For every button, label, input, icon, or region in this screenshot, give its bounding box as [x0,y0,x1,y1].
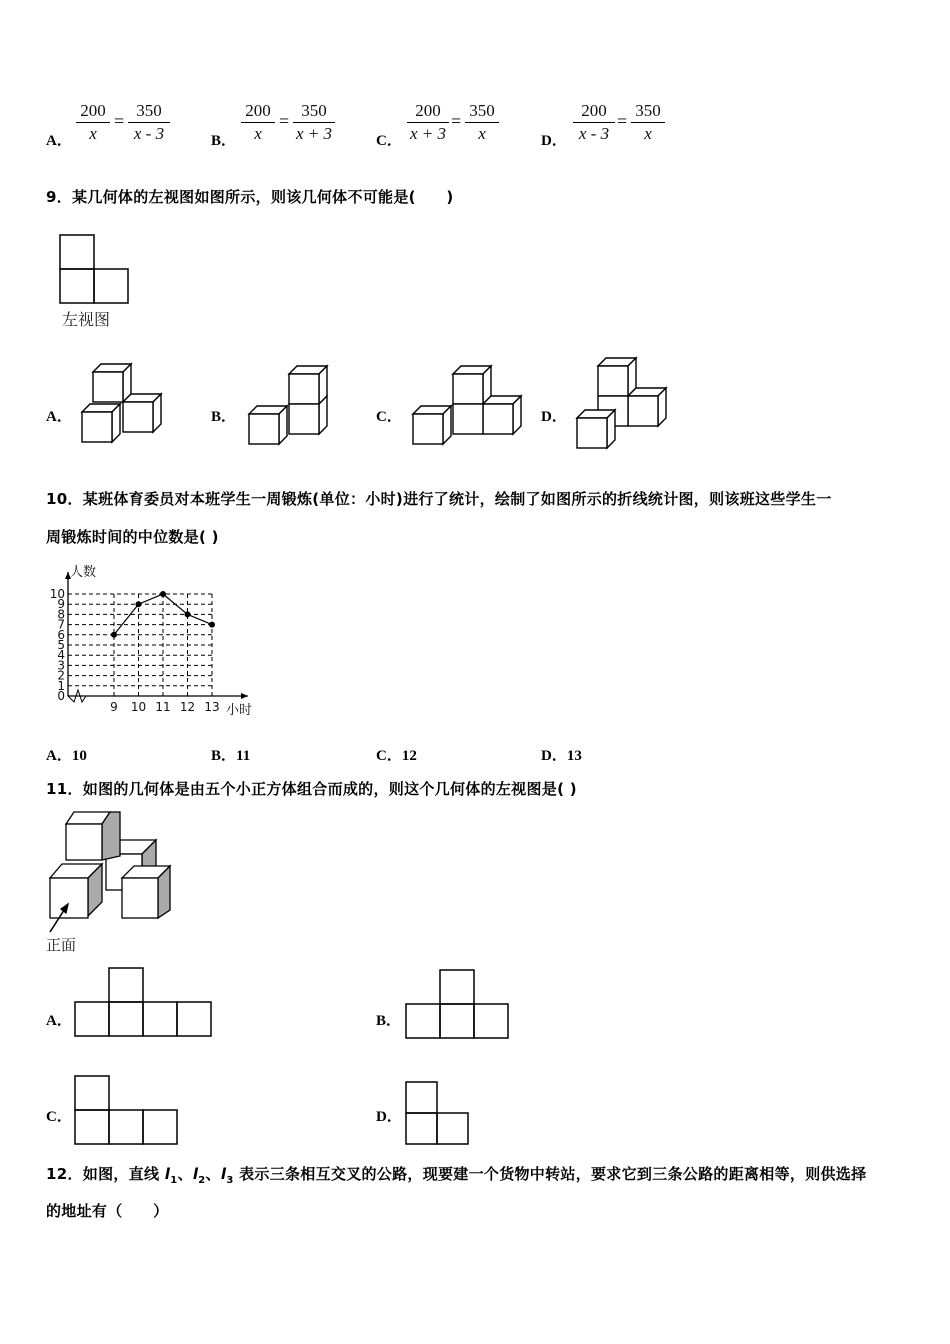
subscript: 2 [198,1175,206,1186]
q8-option-d-label[interactable]: D． [541,133,567,149]
chart-data-point [209,622,215,628]
q9-option-a-figure[interactable] [78,360,168,448]
subscript: 1 [170,1175,178,1186]
q9-option-c-figure[interactable] [409,362,529,450]
denominator: x [254,124,262,143]
q9-option-b-label[interactable]: B． [211,409,237,425]
q8-a-frac2 [128,100,170,145]
q9-left-view-figure [56,232,136,332]
q10-line-chart [40,562,270,722]
chart-x-tick-label: 10 [130,700,147,714]
q8-c-frac1 [407,100,449,145]
q11-option-c-figure[interactable] [72,1074,184,1148]
equals-sign: = [451,111,462,131]
q9-option-c-label[interactable]: C． [376,409,402,425]
chart-x-tick-label: 9 [110,700,118,714]
q12-text-end: 表示三条相互交叉的公路，现要建一个货物中转站，要求它到三条公路的距离相等，则供选择 [233,1165,867,1183]
option-value: 11 [236,748,251,764]
numerator: 200 [241,100,275,123]
chart-y-tick-label: 0 [57,689,65,703]
line-l3: l [220,1165,227,1183]
option-value: 13 [566,748,582,764]
chart-y-tick-label: 9 [57,597,65,612]
q11-option-b-label[interactable]: B． [376,1013,402,1029]
chart-y-tick-label: 5 [57,638,65,652]
option-label: A． [46,748,72,764]
q9-question-text: 9．某几何体的左视图如图所示，则该几何体不可能是( ) [46,188,454,206]
line-l1: l [164,1165,171,1183]
chart-x-tick-label: 11 [155,700,171,714]
equals-sign: = [114,111,125,131]
separator: 、 [205,1165,221,1183]
q11-option-a-figure[interactable] [72,966,218,1040]
q8-d-frac1 [573,100,615,145]
separator: 、 [177,1165,193,1183]
chart-data-point [111,632,117,638]
chart-y-tick-label: 1 [57,678,65,693]
numerator: 200 [573,100,615,123]
chart-data-point [136,601,142,607]
denominator: x [478,124,486,143]
chart-y-tick-label: 4 [57,648,65,663]
chart-x-axis-label: 小时 [226,703,253,718]
q8-a-frac1 [76,100,110,145]
denominator: x - 3 [133,124,165,143]
q11-option-a-label[interactable]: A． [46,1013,72,1029]
q8-d-frac2 [631,100,665,145]
q10-question-line2: 周锻炼时间的中位数是( ) [46,528,219,546]
q11-option-c-label[interactable]: C． [46,1109,72,1125]
denominator: x - 3 [578,124,610,143]
q9-option-a-label[interactable]: A． [46,409,72,425]
q9-option-d-figure[interactable] [573,354,673,452]
q12-question-line2: 的地址有（ ） [46,1202,169,1220]
numerator: 350 [293,100,335,123]
q10-question-line1: 10．某班体育委员对本班学生一周锻炼(单位：小时)进行了统计，绘制了如图所示的折线统计图，则该班这些学生一 [46,490,832,508]
option-label: C． [376,748,402,764]
q11-solid-figure [44,806,180,956]
denominator: x [644,124,652,143]
q8-b-frac2 [293,100,335,145]
q9-option-d-label[interactable]: D． [541,409,567,425]
chart-x-axis-arrow [241,693,248,699]
q11-question-text: 11．如图的几何体是由五个小正方体组合而成的，则这个几何体的左视图是( ) [46,780,577,798]
numerator: 350 [465,100,499,123]
chart-x-tick-label: 12 [179,700,196,714]
chart-y-tick-label: 8 [57,607,65,622]
q12-question-line1 [46,1163,866,1186]
q11-option-d-figure[interactable] [403,1080,475,1148]
numerator: 200 [76,100,110,123]
q9-figure-caption: 左视图 [62,310,111,329]
q10-option-c[interactable] [376,744,417,765]
equals-sign: = [617,111,628,131]
chart-y-tick-label: 2 [57,668,65,683]
option-value: 10 [71,748,87,764]
q12-text-start: 12．如图，直线 [46,1165,165,1183]
q10-option-d[interactable] [541,744,582,765]
q11-figure-caption: 正面 [46,936,77,954]
option-label: D． [541,748,567,764]
equals-sign: = [279,111,290,131]
chart-y-tick-label: 7 [57,617,65,632]
q9-option-b-figure[interactable] [245,362,335,450]
chart-y-axis-label: 人数 [70,565,97,580]
numerator: 350 [631,100,665,123]
q8-option-c-label[interactable]: C． [376,133,402,149]
q11-option-d-label[interactable]: D． [376,1109,402,1125]
chart-x-tick-label: 13 [204,700,220,714]
q8-c-frac2 [465,100,499,145]
denominator: x + 3 [295,124,333,143]
chart-y-tick-label: 10 [49,587,65,601]
chart-y-tick-label: 6 [57,627,65,642]
q11-option-b-figure[interactable] [403,968,515,1042]
denominator: x + 3 [409,124,447,143]
line-l2: l [192,1165,199,1183]
q10-option-a[interactable] [46,744,87,765]
numerator: 200 [407,100,449,123]
subscript: 3 [226,1175,234,1186]
option-value: 12 [401,748,417,764]
option-label: B． [211,748,237,764]
q10-option-b[interactable] [211,744,250,765]
q8-option-b-label[interactable]: B． [211,133,237,149]
chart-y-tick-label: 3 [57,658,65,673]
numerator: 350 [128,100,170,123]
q8-b-frac1 [241,100,275,145]
denominator: x [89,124,97,143]
chart-data-point [185,611,191,617]
chart-data-point [160,591,166,597]
q8-option-a-label[interactable]: A． [46,133,72,149]
